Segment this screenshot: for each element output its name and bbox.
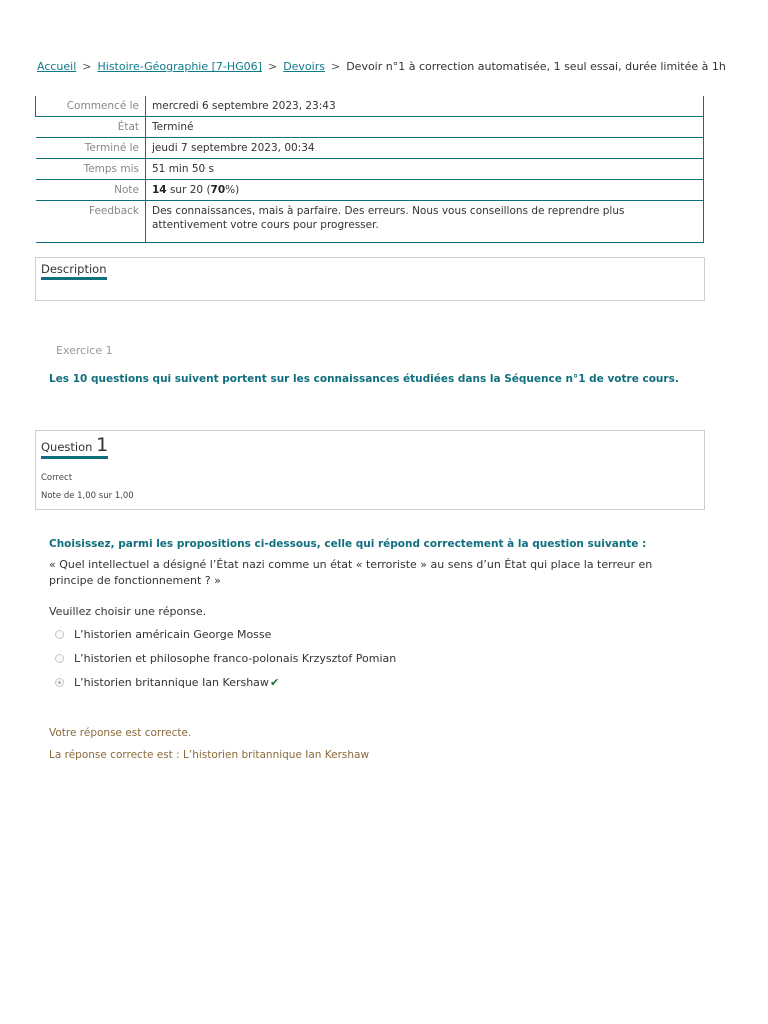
summary-label: Terminé le [36, 138, 146, 159]
exercise-intro: Les 10 questions qui suivent portent sur les connaissances étudiées dans la Séquence n°1 de votre cours. [49, 373, 679, 385]
feedback-correct: Votre réponse est correcte. [49, 727, 192, 739]
question-grade: Note de 1,00 sur 1,00 [41, 491, 134, 501]
answer-list [55, 622, 396, 694]
radio-button-selected[interactable] [55, 678, 64, 687]
summary-row-feedback [36, 201, 704, 243]
grade-score: 14 [152, 184, 167, 196]
answer-label: L’historien britannique Ian Kershaw [74, 675, 269, 689]
summary-row-started [36, 96, 704, 117]
summary-value: jeudi 7 septembre 2023, 00:34 [146, 138, 704, 159]
summary-value: Des connaissances, mais à parfaire. Des erreurs. Nous vous conseillons de reprendre plus attentivement votre cours pour progresser. [146, 201, 704, 243]
question-prompt: Choisissez, parmi les propositions ci-dessous, celle qui répond correctement à la question suivante : [49, 538, 647, 550]
summary-label: Feedback [36, 201, 146, 243]
answer-label: L’historien américain George Mosse [74, 627, 272, 641]
radio-button[interactable] [55, 654, 64, 663]
attempt-summary-table [35, 96, 704, 243]
breadcrumb-separator: > [82, 60, 92, 73]
summary-value [146, 180, 704, 201]
summary-label: État [36, 117, 146, 138]
breadcrumb-separator: > [330, 60, 341, 73]
summary-value: Terminé [146, 117, 704, 138]
summary-label: Note [36, 180, 146, 201]
feedback-right-answer: La réponse correcte est : L’historien britannique Ian Kershaw [49, 749, 370, 761]
answer-label: L’historien et philosophe franco-polonais Krzysztof Pomian [74, 651, 397, 665]
breadcrumb-current: Devoir n°1 à correction automatisée, 1 seul essai, durée limitée à 1h [346, 60, 726, 73]
summary-row-completed [36, 138, 704, 159]
summary-value: 51 min 50 s [146, 159, 704, 180]
question-text: « Quel intellectuel a désigné l’État nazi comme un état « terroriste » au sens d’un État qui place la terreur en principe de fonctionnement ? » [49, 558, 653, 587]
summary-value: mercredi 6 septembre 2023, 23:43 [146, 96, 704, 117]
breadcrumb [37, 60, 726, 73]
radio-button[interactable] [55, 630, 64, 639]
answer-option[interactable] [55, 646, 396, 670]
question-info-box [35, 430, 705, 510]
choose-answer-label: Veuillez choisir une réponse. [49, 605, 207, 618]
description-title: Description [41, 262, 107, 280]
grade-percent-suffix: %) [225, 184, 240, 196]
answer-option[interactable] [55, 622, 396, 646]
question-title [41, 434, 108, 459]
grade-percent: 70 [210, 184, 226, 196]
breadcrumb-separator: > [267, 60, 278, 73]
question-title-label: Question [41, 440, 93, 454]
breadcrumb-assignments-link[interactable]: Devoirs [283, 60, 325, 73]
breadcrumb-home-link[interactable]: Accueil [37, 60, 77, 73]
summary-row-state [36, 117, 704, 138]
summary-row-duration [36, 159, 704, 180]
question-number: 1 [96, 434, 109, 456]
exercise-label: Exercice 1 [56, 344, 113, 357]
breadcrumb-course-link[interactable]: Histoire-Géographie [7-HG06] [97, 60, 262, 73]
summary-label: Commencé le [36, 96, 146, 117]
summary-label: Temps mis [36, 159, 146, 180]
question-state: Correct [41, 473, 73, 483]
answer-option-selected[interactable] [55, 670, 396, 694]
check-icon: ✔ [269, 675, 280, 689]
grade-total: sur 20 ( [166, 184, 211, 196]
description-box [35, 257, 705, 301]
summary-row-grade [36, 180, 704, 201]
